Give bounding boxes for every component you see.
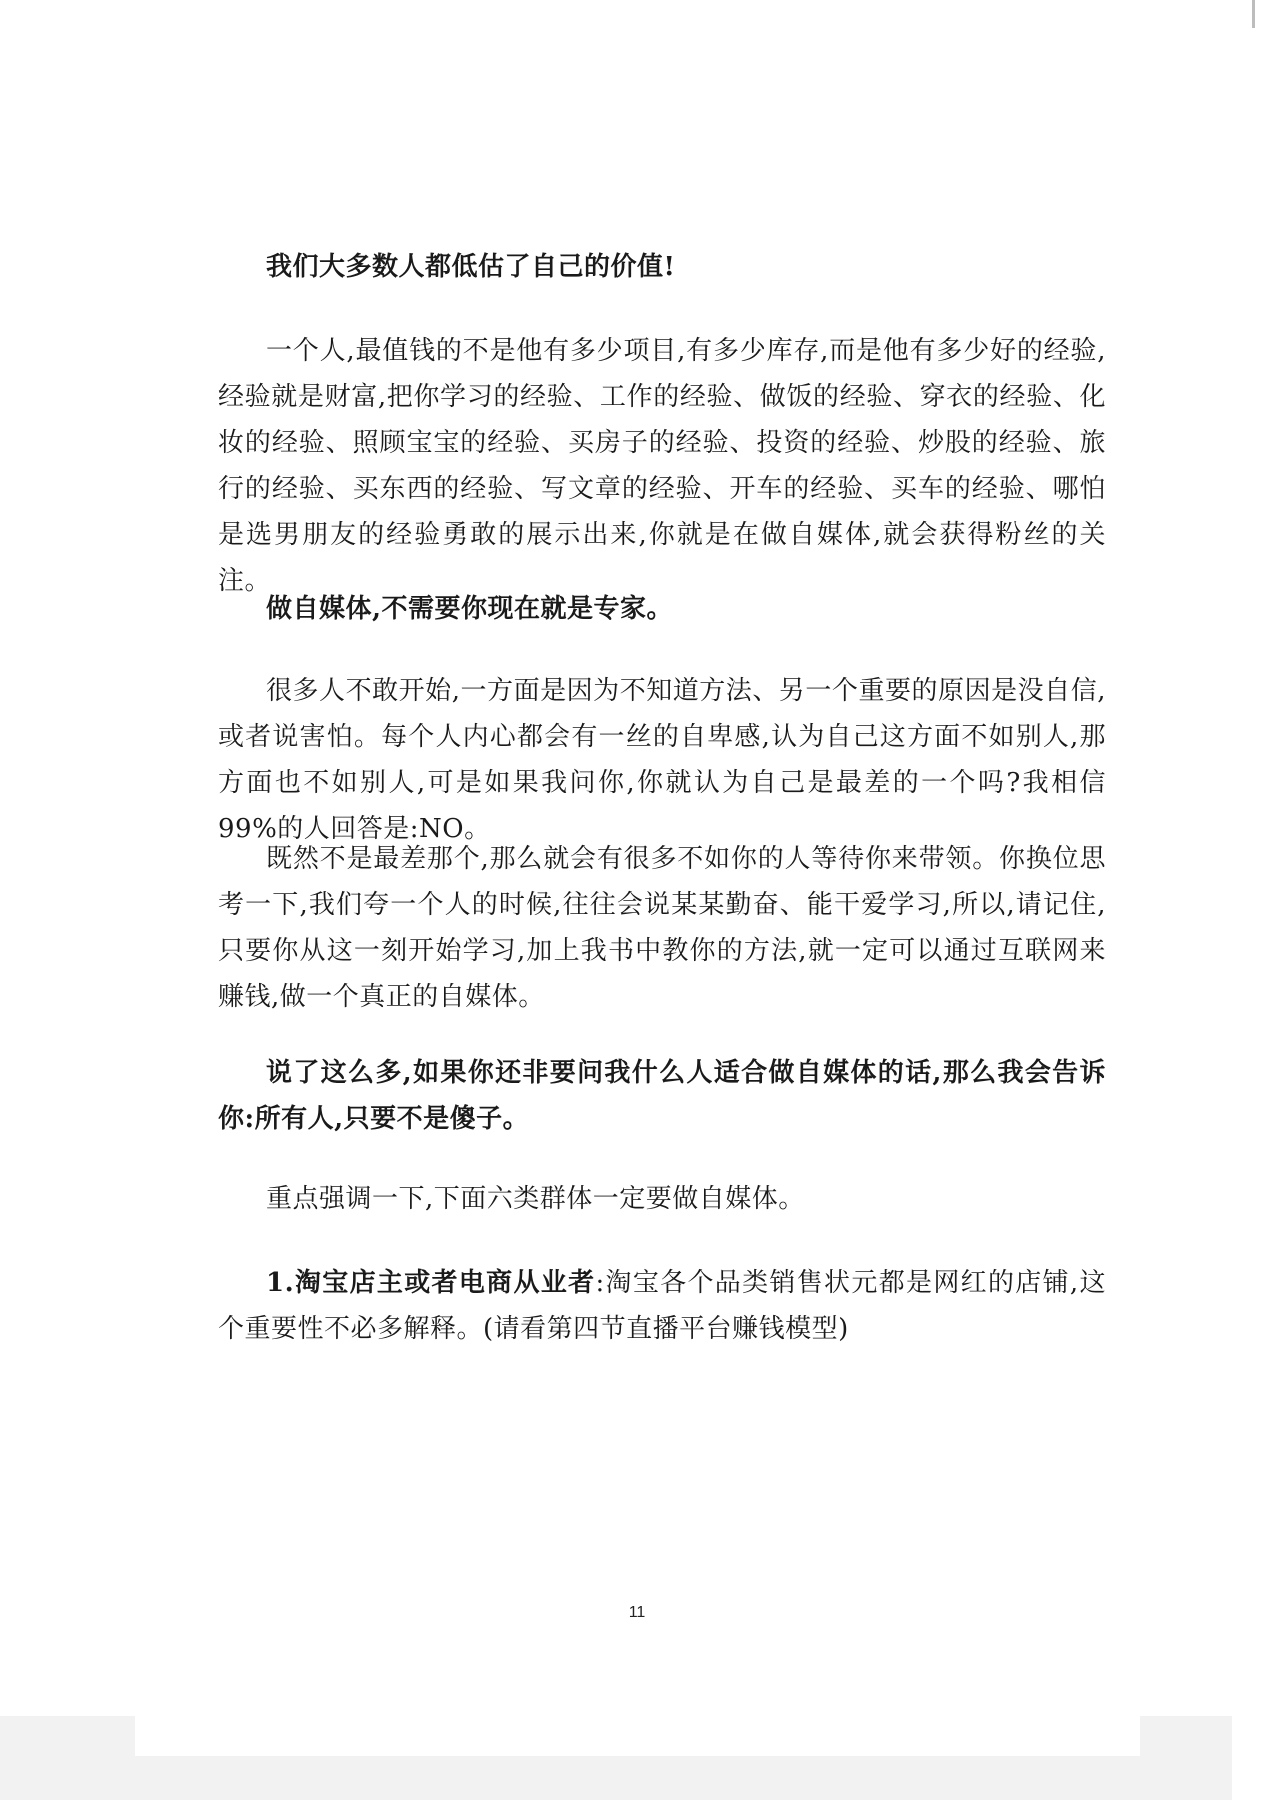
paragraph-experience: 一个人,最值钱的不是他有多少项目,有多少库存,而是他有多少好的经验,经验就是财富,把你学习的经验、工作的经验、做饭的经验、穿衣的经验、化妆的经验、照顾宝宝的经验、买房子的经验、投资的经验、炒股的经验、旅行的经验、买东西的经验、写文章的经验、开车的经验、买车的经验、哪怕是选男朋友的经验勇敢的展示出来,你就是在做自媒体,就会获得粉丝的关注。 [218,336,1106,596]
paragraph-confidence: 很多人不敢开始,一方面是因为不知道方法、另一个重要的原因是没自信,或者说害怕。每个人内心都会有一丝的自卑感,认为自己这方面不如别人,那方面也不如别人,可是如果我问你,你就认为自己是最差的一个吗?我相信 99%的人回答是:NO。 [218,676,1106,844]
list-item-taobao [218,1260,1106,1352]
page-number: 11 [628,1604,646,1621]
heading-no-expert-needed: 做自媒体,不需要你现在就是专家。 [266,594,674,624]
paragraph-lead-others: 既然不是最差那个,那么就会有很多不如你的人等待你来带领。你换位思考一下,我们夸一个人的时候,往往会说某某勤奋、能干爱学习,所以,请记住,只要你从这一刻开始学习,加上我书中教你的方法,就一定可以通过互联网来赚钱,做一个真正的自媒体。 [218,844,1106,1012]
list-item-taobao-body: :淘宝各个品类销售状元都是网红的店铺,这个重要性不必多解释。(请看第四节直播平台赚钱模型) [218,1268,1106,1344]
scan-edge-mark [1252,0,1255,28]
paragraph-everyone-suitable: 说了这么多,如果你还非要问我什么人适合做自媒体的话,那么我会告诉你:所有人,只要不是傻子。 [218,1058,1106,1134]
heading-undervalue: 我们大多数人都低估了自己的价值! [266,252,676,282]
scan-bottom-inner [135,1716,1140,1756]
scan-bottom-right [1232,1716,1274,1800]
list-item-taobao-title: 1.淘宝店主或者电商从业者 [266,1268,596,1298]
paragraph-six-groups: 重点强调一下,下面六类群体一定要做自媒体。 [266,1184,805,1214]
